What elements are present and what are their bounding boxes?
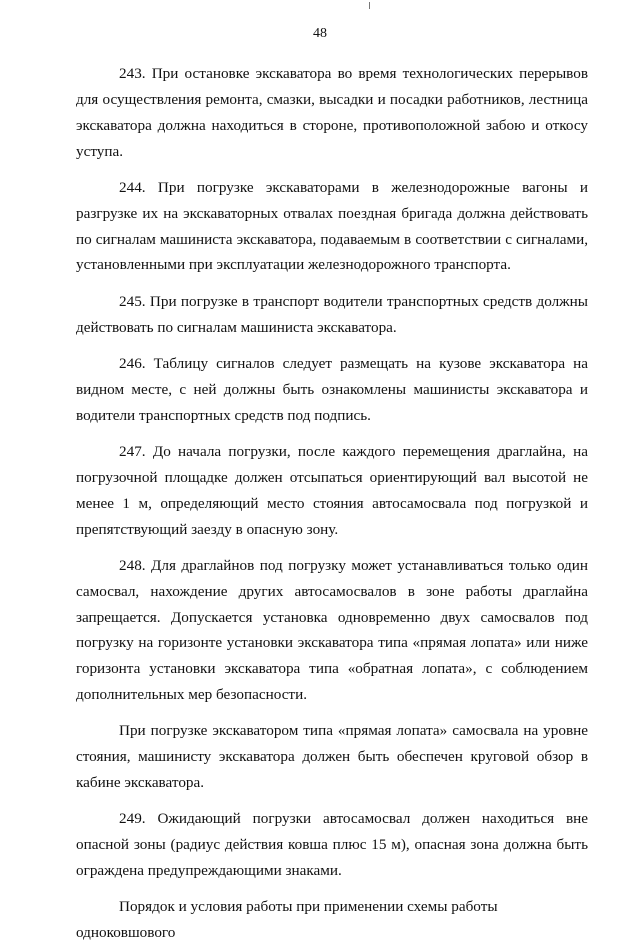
paragraph-246: 246. Таблицу сигналов следует размещать на кузове экскаватора на видном месте, с ней должны быть ознакомлены машинисты экскаватора и водители транспортных средств под подпись.	[76, 354, 588, 424]
paragraph-247: 247. До начала погрузки, после каждого перемещения драглайна, на погрузочной площадке должен отсыпаться ориентирующий вал высотой не менее 1 м, определяющий место стояния автосамосвала под погрузкой и препятствующий заезду в опасную зону.	[76, 442, 588, 538]
paragraph-249: 249. Ожидающий погрузки автосамосвал должен находиться вне опасной зоны (радиус действия ковша плюс 15 м), опасная зона должна быть ограждена предупреждающими знаками.	[76, 810, 588, 880]
paragraph-245: 245. При погрузке в транспорт водители транспортных средств должны действовать по сигналам машиниста экскаватора.	[76, 292, 588, 336]
paragraph-243: 243. При остановке экскаватора во время технологических перерывов для осуществления ремонта, смазки, высадки и посадки работников, лестница экскаватора должна находиться в стороне, противоположной забою и откосу уступа.	[76, 65, 588, 160]
paragraph-248-continuation: При погрузке экскаватором типа «прямая лопата» самосвала на уровне стояния, машинисту экскаватора должен быть обеспечен круговой обзор в кабине экскаватора.	[76, 722, 588, 792]
paragraph-248: 248. Для драглайнов под погрузку может устанавливаться только один самосвал, нахождение других автосамосвалов в зоне работы драглайна запрещается. Допускается установка одновременно двух самосвалов под погрузку на горизонте установки экскаватора типа «прямая лопата» или ниже горизонта установки экскаватора типа «обратная лопата», с соблюдением дополнительных мер безопасности.	[76, 556, 588, 704]
paragraph-section-start: Порядок и условия работы при применении схемы работы одноковшового	[76, 898, 498, 942]
paragraph-244: 244. При погрузке экскаваторами в железнодорожные вагоны и разгрузке их на экскаваторных отвалах поездная бригада должна действовать по сигналам машиниста экскаватора, подаваемым в соответствии с сигналами, установленными при эксплуатации железнодорожного транспорта.	[76, 178, 588, 274]
scan-mark	[369, 2, 370, 9]
page-number: 48	[313, 26, 327, 41]
document-body	[76, 61, 588, 946]
